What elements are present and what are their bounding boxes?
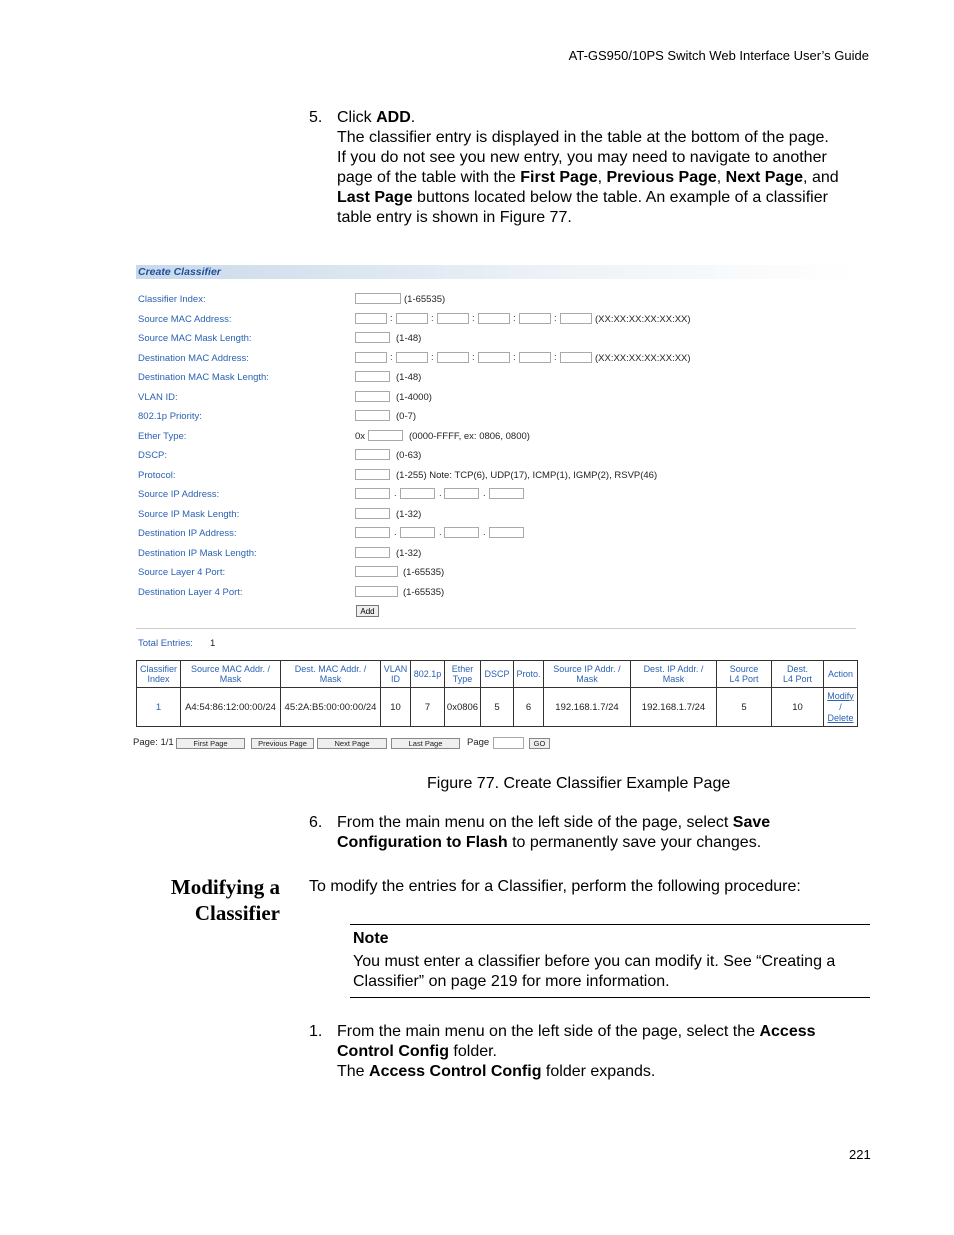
separator: . bbox=[483, 527, 486, 538]
vlan-id-input[interactable] bbox=[355, 391, 390, 402]
add-button[interactable]: Add bbox=[356, 605, 379, 617]
field-label: Source MAC Mask Length: bbox=[138, 333, 252, 344]
step-text: . bbox=[410, 109, 416, 126]
field-8021p-priority bbox=[133, 410, 863, 424]
table-cell: 6 bbox=[514, 688, 544, 727]
column-header: DSCP bbox=[481, 661, 514, 688]
hex-prefix: 0x bbox=[355, 431, 366, 442]
field-label: Source IP Address: bbox=[138, 489, 220, 500]
next-page-button[interactable]: Next Page bbox=[317, 738, 387, 749]
table-cell: 0x0806 bbox=[445, 688, 481, 727]
field-label: Classifier Index: bbox=[138, 294, 206, 305]
separator: : bbox=[390, 352, 393, 363]
separator: : bbox=[513, 313, 516, 324]
total-entries-value: 1 bbox=[210, 638, 216, 649]
source-mac-octet-input[interactable] bbox=[478, 313, 510, 324]
bold-term: Access bbox=[759, 1023, 816, 1040]
table-cell: 192.168.1.7/24 bbox=[544, 688, 631, 727]
step-text: folder. bbox=[448, 1043, 497, 1060]
field-hint: (0-7) bbox=[396, 411, 417, 422]
field-destination-ip-mask bbox=[133, 547, 863, 561]
separator: : bbox=[472, 313, 475, 324]
dest-ip-mask-input[interactable] bbox=[355, 547, 390, 558]
divider bbox=[136, 628, 856, 629]
classifier-index-input[interactable] bbox=[355, 293, 401, 304]
step-text: buttons located below the table. An example of a classifier bbox=[412, 189, 828, 206]
step-text: folder expands. bbox=[541, 1063, 656, 1080]
field-label: VLAN ID: bbox=[138, 392, 178, 403]
page-indicator: Page: 1/1 bbox=[133, 737, 174, 748]
field-dscp bbox=[133, 449, 863, 463]
step-text: From the main menu on the left side of the page, select bbox=[337, 814, 733, 831]
running-header: AT-GS950/10PS Switch Web Interface User’s Guide bbox=[568, 48, 869, 63]
field-hint: (1-65535) bbox=[403, 567, 445, 578]
bold-term: Last Page bbox=[337, 189, 413, 206]
field-label: 802.1p Priority: bbox=[138, 411, 202, 422]
field-destination-ip bbox=[133, 527, 863, 541]
step-text: Click bbox=[337, 109, 377, 126]
page-number: 221 bbox=[849, 1147, 871, 1162]
total-entries-label: Total Entries: bbox=[138, 638, 193, 649]
separator: . bbox=[483, 488, 486, 499]
modify-link[interactable]: Modify bbox=[827, 690, 854, 701]
column-header: Action bbox=[824, 661, 858, 688]
step-text: table entry is shown in Figure 77. bbox=[337, 209, 572, 226]
dest-l4-port-input[interactable] bbox=[355, 586, 398, 597]
field-hint: (1-32) bbox=[396, 548, 422, 559]
dest-ip-octet-input[interactable] bbox=[489, 527, 524, 538]
source-mac-octet-input[interactable] bbox=[437, 313, 469, 324]
separator: . bbox=[394, 488, 397, 499]
field-label: DSCP: bbox=[138, 450, 168, 461]
field-hint: (1-48) bbox=[396, 372, 422, 383]
table-cell: 7 bbox=[411, 688, 445, 727]
field-destination-l4-port bbox=[133, 586, 863, 600]
field-hint: (0-63) bbox=[396, 450, 422, 461]
field-label: Source IP Mask Length: bbox=[138, 509, 240, 520]
field-hint: (1-4000) bbox=[396, 392, 432, 403]
step-5 bbox=[309, 108, 877, 228]
step-text: , bbox=[716, 169, 726, 186]
dest-mac-octet-input[interactable] bbox=[519, 352, 551, 363]
field-hint: (1-32) bbox=[396, 509, 422, 520]
classifier-table bbox=[136, 660, 858, 727]
separator: : bbox=[554, 313, 557, 324]
bold-term: Next Page bbox=[725, 169, 804, 186]
section-heading-line: Classifier bbox=[194, 901, 280, 925]
field-source-ip bbox=[133, 488, 863, 502]
column-header: Source L4 Port bbox=[717, 661, 772, 688]
field-hint: (1-255) Note: TCP(6), UDP(17), ICMP(1), IGMP(2), RSVP(46) bbox=[396, 470, 658, 481]
field-classifier-index bbox=[133, 293, 863, 307]
separator: . bbox=[439, 488, 442, 499]
total-entries bbox=[138, 638, 216, 649]
step-number: 1. bbox=[309, 1023, 323, 1040]
column-header: Classifier Index bbox=[137, 661, 181, 688]
separator: : bbox=[390, 313, 393, 324]
bold-term: Previous Page bbox=[606, 169, 717, 186]
step-text: , bbox=[597, 169, 607, 186]
field-source-mac bbox=[133, 313, 863, 327]
first-page-button[interactable]: First Page bbox=[176, 738, 245, 749]
last-page-button[interactable]: Last Page bbox=[391, 738, 460, 749]
bold-term: Save bbox=[732, 814, 771, 831]
field-source-ip-mask bbox=[133, 508, 863, 522]
source-ip-mask-input[interactable] bbox=[355, 508, 390, 519]
column-header: Ether Type bbox=[445, 661, 481, 688]
action-cell bbox=[824, 688, 858, 727]
source-l4-port-input[interactable] bbox=[355, 566, 398, 577]
source-mac-mask-input[interactable] bbox=[355, 332, 390, 343]
step-text: The bbox=[337, 1063, 370, 1080]
field-hint: (1-65535) bbox=[404, 294, 446, 305]
step-text: If you do not see you new entry, you may need to navigate to another bbox=[337, 149, 827, 166]
dest-ip-octet-input[interactable] bbox=[400, 527, 435, 538]
dest-mac-octet-input[interactable] bbox=[437, 352, 469, 363]
intro-paragraph: To modify the entries for a Classifier, perform the following procedure: bbox=[309, 878, 801, 895]
dest-ip-octet-input[interactable] bbox=[444, 527, 479, 538]
note-box bbox=[350, 924, 870, 998]
delete-link[interactable]: Delete bbox=[827, 712, 854, 723]
step-number: 5. bbox=[309, 109, 323, 126]
field-destination-mac bbox=[133, 352, 863, 366]
column-header: Dest. MAC Addr. / Mask bbox=[281, 661, 381, 688]
figure-caption: Figure 77. Create Classifier Example Page bbox=[427, 775, 731, 792]
step-text: to permanently save your changes. bbox=[507, 834, 762, 851]
step-number: 6. bbox=[309, 814, 323, 831]
dest-mac-octet-input[interactable] bbox=[396, 352, 428, 363]
bold-term: First Page bbox=[520, 169, 598, 186]
priority-input[interactable] bbox=[355, 410, 390, 421]
field-hint: (1-48) bbox=[396, 333, 422, 344]
field-label: Destination IP Address: bbox=[138, 528, 237, 539]
field-hint: (0000-FFFF, ex: 0806, 0800) bbox=[409, 431, 530, 442]
field-ether-type bbox=[133, 430, 863, 444]
step-text: From the main menu on the left side of the page, select the bbox=[337, 1023, 760, 1040]
separator: : bbox=[554, 352, 557, 363]
field-hint: (XX:XX:XX:XX:XX:XX) bbox=[595, 353, 691, 364]
field-destination-mac-mask bbox=[133, 371, 863, 385]
field-label: Source Layer 4 Port: bbox=[138, 567, 226, 578]
step-1 bbox=[309, 1022, 877, 1082]
source-ip-octet-input[interactable] bbox=[444, 488, 479, 499]
column-header: 802.1p bbox=[411, 661, 445, 688]
table-cell: 5 bbox=[717, 688, 772, 727]
source-mac-octet-input[interactable] bbox=[560, 313, 592, 324]
page-number-input[interactable] bbox=[493, 737, 524, 749]
dest-mac-mask-input[interactable] bbox=[355, 371, 390, 382]
section-heading bbox=[171, 874, 280, 926]
bold-term: ADD bbox=[376, 109, 411, 126]
create-classifier-screenshot bbox=[133, 262, 863, 762]
dest-mac-octet-input[interactable] bbox=[478, 352, 510, 363]
source-ip-octet-input[interactable] bbox=[355, 488, 390, 499]
field-vlan-id bbox=[133, 391, 863, 405]
table-header-row bbox=[137, 661, 858, 688]
bold-term: Access Control Config bbox=[369, 1063, 542, 1080]
column-header: Dest. L4 Port bbox=[772, 661, 824, 688]
table-cell: 192.168.1.7/24 bbox=[631, 688, 717, 727]
source-mac-octet-input[interactable] bbox=[519, 313, 551, 324]
column-header: VLAN ID bbox=[381, 661, 411, 688]
ether-type-input[interactable] bbox=[368, 430, 403, 441]
table-cell: 1 bbox=[137, 688, 181, 727]
column-header: Source MAC Addr. / Mask bbox=[181, 661, 281, 688]
column-header: Proto. bbox=[514, 661, 544, 688]
step-text: The classifier entry is displayed in the table at the bottom of the page. bbox=[337, 129, 829, 146]
bold-term: Configuration to Flash bbox=[337, 834, 508, 851]
separator: . bbox=[394, 527, 397, 538]
separator: : bbox=[513, 352, 516, 363]
action-separator: / bbox=[839, 701, 842, 712]
protocol-input[interactable] bbox=[355, 469, 390, 480]
field-label: Protocol: bbox=[138, 470, 176, 481]
table-cell: 10 bbox=[772, 688, 824, 727]
step-text: page of the table with the bbox=[337, 169, 521, 186]
go-button[interactable]: GO bbox=[529, 738, 550, 749]
field-source-mac-mask bbox=[133, 332, 863, 346]
previous-page-button[interactable]: Previous Page bbox=[251, 738, 314, 749]
table-row bbox=[137, 688, 858, 727]
field-protocol bbox=[133, 469, 863, 483]
bold-term: Control Config bbox=[337, 1043, 449, 1060]
source-mac-octet-input[interactable] bbox=[355, 313, 387, 324]
source-ip-octet-input[interactable] bbox=[489, 488, 524, 499]
step-text: , and bbox=[803, 169, 839, 186]
table-cell: 10 bbox=[381, 688, 411, 727]
table-cell: 45:2A:B5:00:00:00/24 bbox=[281, 688, 381, 727]
pagination bbox=[133, 737, 546, 748]
field-hint: (XX:XX:XX:XX:XX:XX) bbox=[595, 314, 691, 325]
column-header: Dest. IP Addr. / Mask bbox=[631, 661, 717, 688]
field-label: Ether Type: bbox=[138, 431, 187, 442]
note-text: You must enter a classifier before you can modify it. See “Creating a bbox=[353, 953, 836, 970]
field-label: Destination MAC Address: bbox=[138, 353, 249, 364]
field-label: Source MAC Address: bbox=[138, 314, 232, 325]
dscp-input[interactable] bbox=[355, 449, 390, 460]
dest-ip-octet-input[interactable] bbox=[355, 527, 390, 538]
note-title: Note bbox=[353, 930, 389, 947]
section-heading-line: Modifying a bbox=[170, 875, 280, 899]
column-header: Source IP Addr. / Mask bbox=[544, 661, 631, 688]
dest-mac-octet-input[interactable] bbox=[355, 352, 387, 363]
field-label: Destination MAC Mask Length: bbox=[138, 372, 269, 383]
field-hint: (1-65535) bbox=[403, 587, 445, 598]
panel-title: Create Classifier bbox=[136, 265, 858, 279]
field-label: Destination Layer 4 Port: bbox=[138, 587, 243, 598]
separator: : bbox=[431, 313, 434, 324]
note-text: Classifier” on page 219 for more information. bbox=[353, 973, 670, 990]
table-cell: A4:54:86:12:00:00/24 bbox=[181, 688, 281, 727]
separator: : bbox=[472, 352, 475, 363]
field-label: Destination IP Mask Length: bbox=[138, 548, 257, 559]
separator: : bbox=[431, 352, 434, 363]
separator: . bbox=[439, 527, 442, 538]
table-cell: 5 bbox=[481, 688, 514, 727]
page-label: Page bbox=[467, 737, 490, 748]
source-mac-octet-input[interactable] bbox=[396, 313, 428, 324]
source-ip-octet-input[interactable] bbox=[400, 488, 435, 499]
step-6 bbox=[309, 813, 877, 853]
dest-mac-octet-input[interactable] bbox=[560, 352, 592, 363]
field-source-l4-port bbox=[133, 566, 863, 580]
